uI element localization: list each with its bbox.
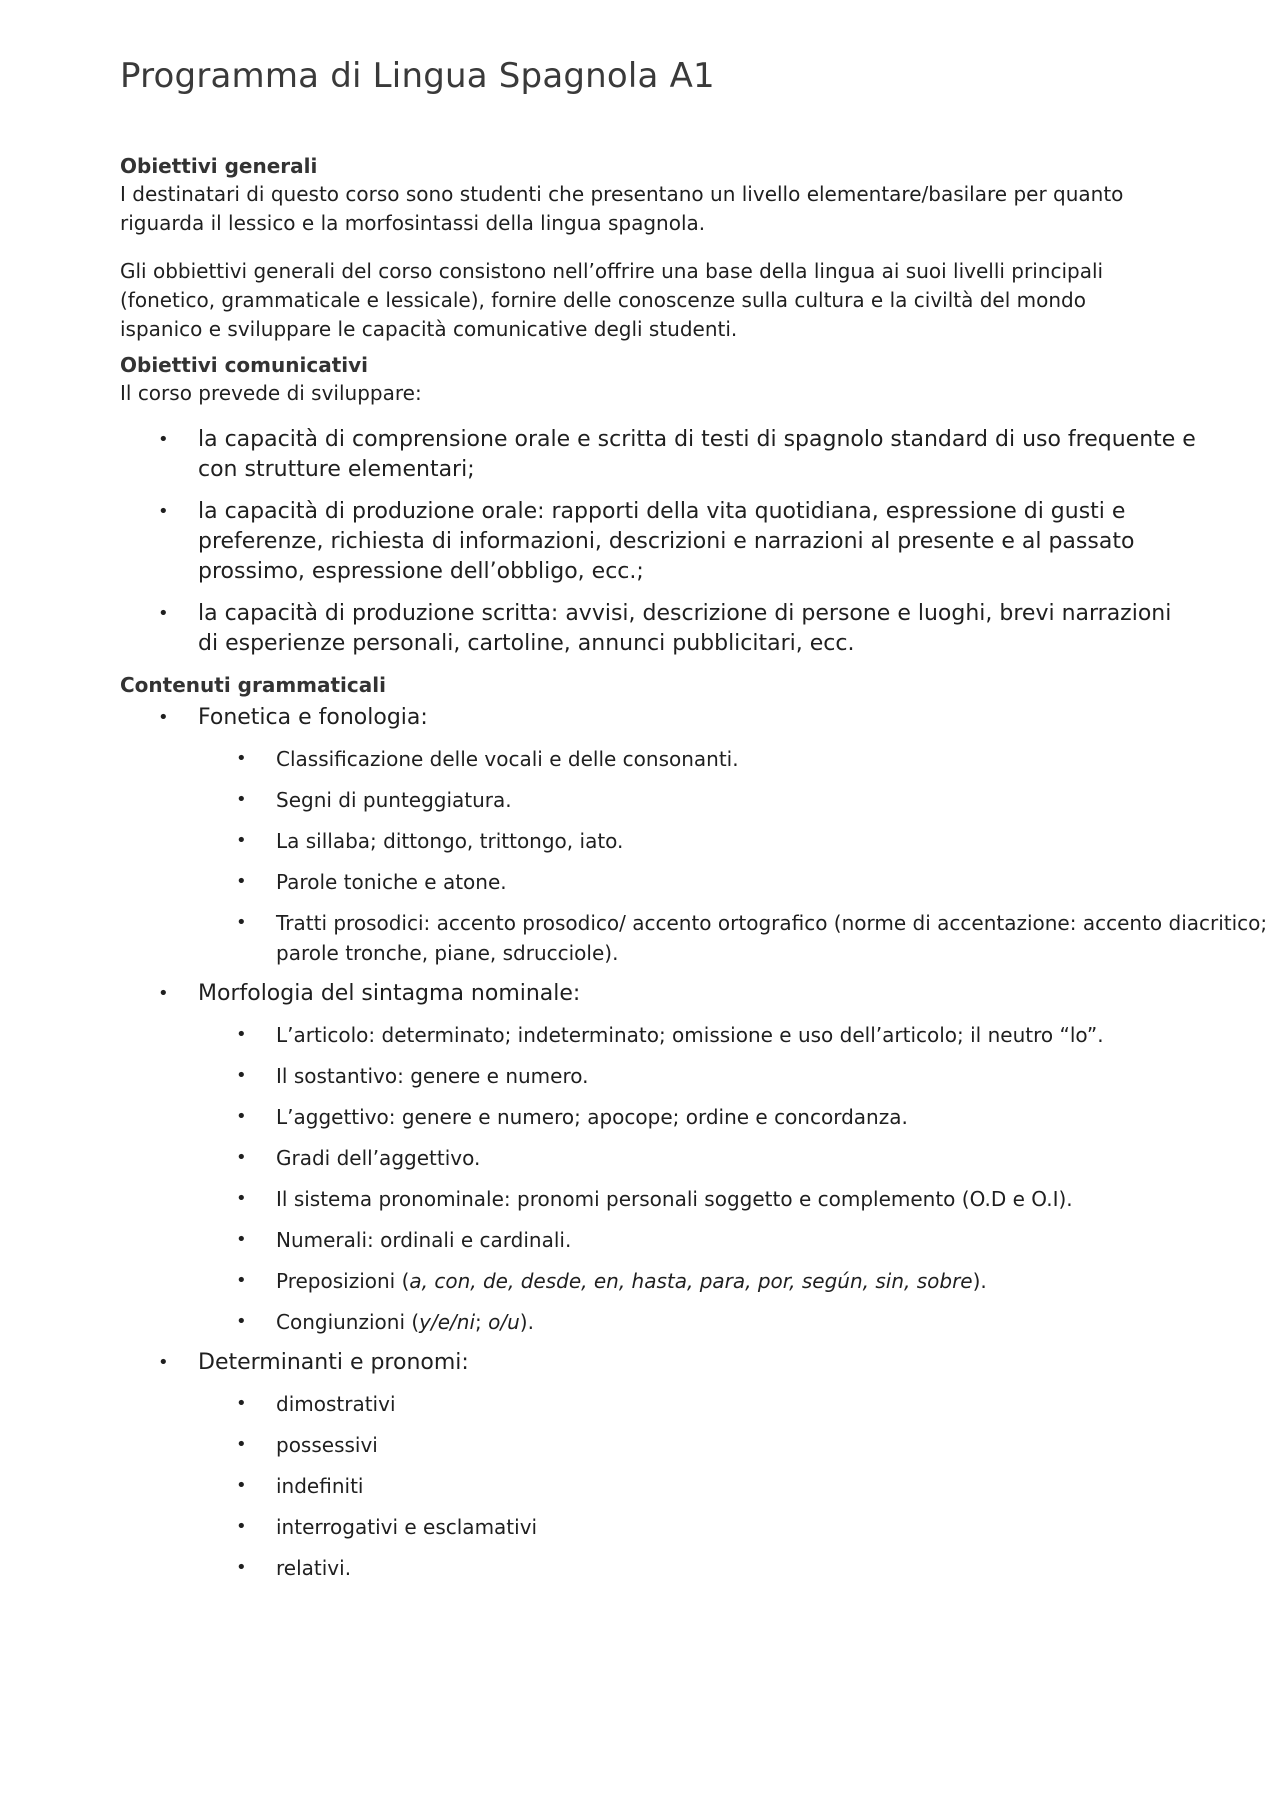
sub-list-item-text: [276, 1310, 534, 1334]
bullet: •: [236, 1516, 247, 1537]
list-item-fonetica: [120, 703, 1268, 968]
sub-list-item-text: [276, 1269, 987, 1293]
sub-list-item: [120, 1143, 1276, 1173]
paragraph: Gli obbiettivi generali del corso consistono nell’offrire una base della lingua ai suoi livelli principali (fonetico, grammaticale e lessicale), fornire delle conoscenze sulla cultura e la civiltà del mondo ispanico e sviluppare le capacità comunicative degli studenti.: [120, 259, 1104, 341]
italic-text-run: y/e/ni: [419, 1310, 476, 1334]
sub-list-item: [120, 1512, 1276, 1542]
paragraph: I destinatari di questo corso sono studenti che presentano un livello elementare/basilare per quanto riguarda il lessico e la morfosintassi della lingua spagnola.: [120, 182, 1124, 235]
bullet: •: [236, 912, 247, 933]
text-run: Congiunzioni (: [276, 1310, 420, 1334]
sub-list-item: [120, 1553, 1276, 1583]
communicative-goals-list: [120, 425, 1280, 659]
sub-list-item-text: Segni di punteggiatura.: [276, 788, 512, 812]
list-item-text: Morfologia del sintagma nominale:: [198, 981, 581, 1006]
bullet: •: [236, 789, 247, 810]
bullet: •: [236, 1393, 247, 1414]
list-item-text: Determinanti e pronomi:: [198, 1350, 469, 1375]
text-run: ;: [475, 1310, 489, 1334]
list-item: [120, 425, 1198, 485]
bullet: •: [236, 1270, 247, 1291]
bullet: •: [158, 429, 169, 450]
list-item-morfologia: [120, 979, 1198, 1337]
sub-list: [120, 744, 1268, 968]
bullet: •: [236, 871, 247, 892]
bullet: •: [158, 603, 169, 624]
bullet: •: [236, 1106, 247, 1127]
list-item-text: la capacità di comprensione orale e scritta di testi di spagnolo standard di uso frequente e con strutture elementari;: [198, 427, 1196, 482]
sub-list-item-text: Il sistema pronominale: pronomi personali soggetto e complemento (O.D e O.I).: [276, 1187, 1073, 1211]
sub-list-item: [120, 744, 1276, 774]
bullet: •: [236, 1188, 247, 1209]
section-obiettivi-comunicativi: [120, 353, 1280, 659]
sub-list-item: [120, 1266, 1276, 1296]
sub-list-item: [120, 867, 1276, 897]
list-item-text: la capacità di produzione scritta: avvisi, descrizione di persone e luoghi, brevi narrazioni di esperienze personali, cartoline, annunci pubblicitari, ecc.: [198, 601, 1172, 656]
sub-list-item-text: possessivi: [276, 1433, 378, 1457]
bullet: •: [236, 1229, 247, 1250]
section-heading: Obiettivi generali: [120, 154, 318, 178]
list-item: [120, 599, 1198, 659]
grammar-topics-list: [120, 703, 1280, 1583]
section-contenuti-grammaticali: [120, 673, 1280, 1583]
list-item-text: la capacità di produzione orale: rapporti della vita quotidiana, espressione di gusti e preferenze, richiesta di informazioni, descrizioni e narrazioni al presente e al passato prossimo, espressione dell’obbligo, ecc.;: [198, 499, 1135, 584]
sub-list-item-text: Numerali: ordinali e cardinali.: [276, 1228, 572, 1252]
bullet: •: [236, 1557, 247, 1578]
sub-list-item: [120, 1471, 1276, 1501]
sub-list-item: [120, 908, 1276, 968]
paragraph: Il corso prevede di sviluppare:: [120, 381, 422, 405]
bullet: •: [158, 983, 169, 1004]
bullet: •: [236, 830, 247, 851]
sub-list-item-text: Tratti prosodici: accento prosodico/ accento ortografico (norme di accentazione: accento diacritico; parole tronche, piane, sdrucciole).: [276, 911, 1268, 965]
text-run: ).: [972, 1269, 987, 1293]
sub-list-item-text: Il sostantivo: genere e numero.: [276, 1064, 589, 1088]
sub-list-item: [120, 826, 1276, 856]
sub-list-item: [120, 785, 1276, 815]
document-title: Programma di Lingua Spagnola A1: [120, 56, 715, 96]
bullet: •: [236, 1147, 247, 1168]
section-obiettivi-generali: [120, 154, 1280, 344]
bullet: •: [158, 707, 169, 728]
sub-list-item: [120, 1225, 1276, 1255]
section-heading: Contenuti grammaticali: [120, 673, 386, 697]
text-run: ).: [519, 1310, 534, 1334]
bullet: •: [236, 1024, 247, 1045]
bullet: •: [158, 501, 169, 522]
sub-list-item-text: L’articolo: determinato; indeterminato; omissione e uso dell’articolo; il neutro “lo”.: [276, 1023, 1104, 1047]
sub-list-item-text: relativi.: [276, 1556, 352, 1580]
section-heading: Obiettivi comunicativi: [120, 353, 368, 377]
bullet: •: [236, 1475, 247, 1496]
list-item-determinanti: [120, 1348, 1198, 1583]
italic-text-run: a, con, de, desde, en, hasta, para, por, según, sin, sobre: [409, 1269, 973, 1293]
sub-list-item: [120, 1061, 1276, 1091]
sub-list-item-text: L’aggettivo: genere e numero; apocope; ordine e concordanza.: [276, 1105, 908, 1129]
sub-list-item: [120, 1184, 1276, 1214]
bullet: •: [236, 1065, 247, 1086]
sub-list-item-text: indefiniti: [276, 1474, 364, 1498]
sub-list-item: [120, 1307, 1276, 1337]
sub-list-item-text: La sillaba; dittongo, trittongo, iato.: [276, 829, 624, 853]
sub-list-item: [120, 1389, 1276, 1419]
sub-list-item-text: interrogativi e esclamativi: [276, 1515, 538, 1539]
text-run: Preposizioni (: [276, 1269, 410, 1293]
sub-list-item-text: Parole toniche e atone.: [276, 870, 507, 894]
sub-list-item-text: Gradi dell’aggettivo.: [276, 1146, 481, 1170]
sub-list-item: [120, 1020, 1276, 1050]
sub-list: [120, 1389, 1198, 1583]
sub-list-item-text: dimostrativi: [276, 1392, 396, 1416]
sub-list-item: [120, 1102, 1276, 1132]
bullet: •: [158, 1352, 169, 1373]
list-item-text: Fonetica e fonologia:: [198, 705, 428, 730]
sub-list: [120, 1020, 1198, 1337]
bullet: •: [236, 1434, 247, 1455]
italic-text-run: o/u: [488, 1310, 520, 1334]
sub-list-item-text: Classificazione delle vocali e delle consonanti.: [276, 747, 739, 771]
bullet: •: [236, 748, 247, 769]
sub-list-item: [120, 1430, 1276, 1460]
list-item: [120, 497, 1198, 587]
bullet: •: [236, 1311, 247, 1332]
